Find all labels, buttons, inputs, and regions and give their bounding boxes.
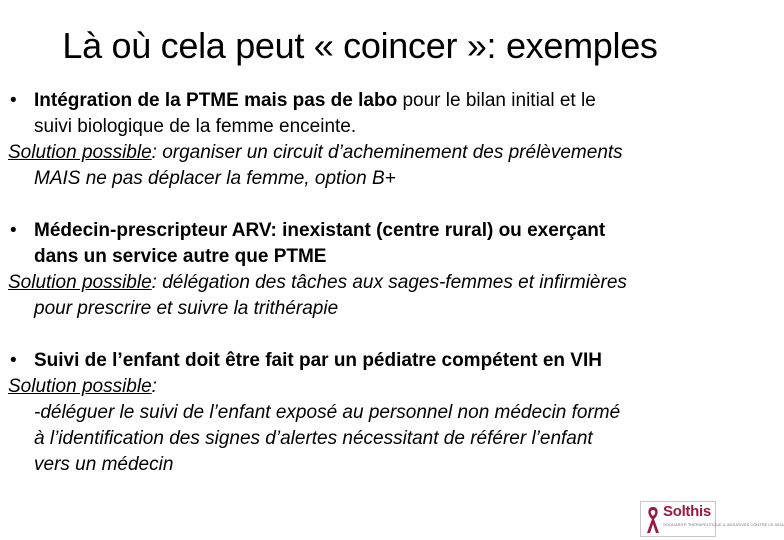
slide-content — [8, 88, 716, 478]
bullet-icon: • — [10, 90, 17, 111]
solution-continuation: MAIS ne pas déplacer la femme, option B+ — [34, 168, 396, 189]
solution-text: organiser un circuit d’acheminement des prélèvements — [162, 142, 623, 163]
bullet-bold-text: Médecin-prescripteur ARV: inexistant (centre rural) ou exerçant — [34, 220, 606, 241]
solution-label: Solution possible — [8, 376, 152, 397]
solution-line — [8, 140, 716, 166]
ribbon-icon — [644, 505, 662, 535]
logo-name: Solthis — [663, 503, 711, 520]
solution-separator: : — [151, 142, 163, 163]
solution-label: Solution possible — [8, 142, 152, 163]
bullet-continuation: dans un service autre que PTME — [34, 246, 327, 267]
bullet-item-3 — [8, 348, 716, 374]
logo-tagline: SOLIDARITÉ THÉRAPEUTIQUE & INITIATIVES CONTRE LE SIDA — [663, 522, 784, 527]
slide-title: Là où cela peut « coincer »: exemples — [62, 25, 658, 66]
bullet-text: pour le bilan initial et le — [397, 90, 596, 111]
bullet-item-1 — [8, 88, 716, 114]
solution-line — [8, 374, 716, 400]
solution-separator: : — [151, 272, 163, 293]
bullet-continuation: suivi biologique de la femme enceinte. — [34, 116, 357, 137]
bullet-icon: • — [10, 350, 17, 371]
solution-detail-line-3: vers un médecin — [34, 454, 174, 475]
solution-line — [8, 270, 716, 296]
bullet-item-2 — [8, 218, 716, 244]
solthis-logo — [640, 501, 784, 537]
solution-detail-line-2: à l’identification des signes d’alertes nécessitant de référer l’enfant — [34, 428, 593, 449]
solution-text: délégation des tâches aux sages-femmes et infirmières — [162, 272, 627, 293]
bullet-bold-text: Intégration de la PTME mais pas de labo — [34, 90, 398, 111]
solution-continuation: pour prescrire et suivre la trithérapie — [34, 298, 339, 319]
bullet-bold-text: Suivi de l’enfant doit être fait par un pédiatre compétent en VIH — [34, 350, 602, 371]
bullet-icon: • — [10, 220, 17, 241]
solution-label: Solution possible — [8, 272, 152, 293]
solution-separator: : — [151, 376, 157, 397]
solution-detail-line-1: -déléguer le suivi de l’enfant exposé au personnel non médecin formé — [34, 402, 621, 423]
